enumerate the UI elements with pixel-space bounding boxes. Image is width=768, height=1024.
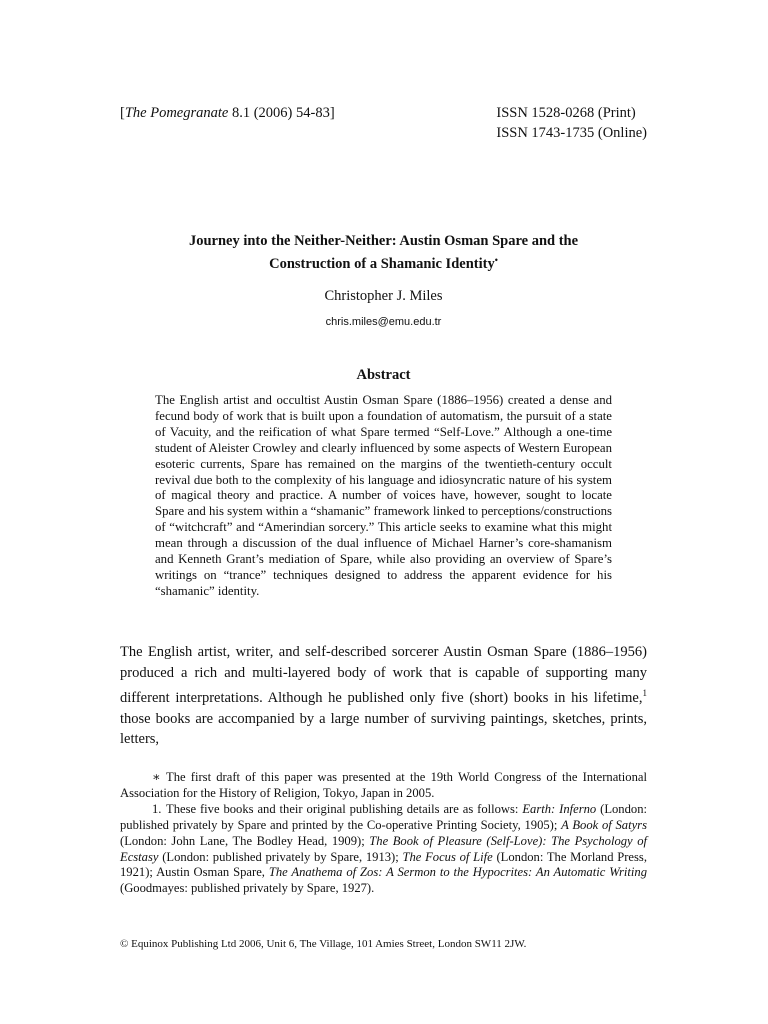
citation: [The Pomegranate 8.1 (2006) 54-83]: [120, 105, 335, 121]
copyright-notice: © Equinox Publishing Ltd 2006, Unit 6, The Village, 101 Amies Street, London SW11 2JW.: [120, 938, 527, 950]
abstract-heading: Abstract: [356, 367, 411, 383]
footnote-star: ∗ The first draft of this paper was presented at the 19th World Congress of the International Association for the History of Religion, Tokyo, Japan in 2005.: [120, 770, 647, 800]
issn-print: ISSN 1528-0268 (Print): [496, 105, 636, 121]
abstract-body: The English artist and occultist Austin Osman Spare (1886–1956) created a dense and fecund body of work that is built upon a foundation of automatism, the pursuit of a state of Vacuity, and the reification of what Spare termed “Self-Love.” Although a one-time student of Aleister Crowley and clearly influenced by some aspects of Western European esoteric currents, Spare has remained on the margins of the twentieth-century occult revival due both to the complexity of his language and idiosyncratic nature of his system of magical theory and practice. A number of voices have, however, sought to locate Spare and his system within a “shamanic” framework linked to perceptions/constructions of “witchcraft” and “Amerindian sorcery.” This article seeks to examine what this might mean through a discussion of the dual influence of Michael Harner’s core-shamanism and Kenneth Grant’s mediation of Spare, while also providing an overview of Spare’s writings on “trance” techniques designed to address the apparent evidence for his “shamanic” identity.: [155, 393, 613, 598]
article-title: Journey into the Neither-Neither: Austin Osman Spare and the Construction of a Shamanic Identity•: [188, 233, 579, 272]
issn-online: ISSN 1743-1735 (Online): [496, 125, 647, 141]
footnote-1: 1. These five books and their original publishing details are as follows: Earth: Inferno (London: published privately by Spare and printed by the Co-operative Printing Society, 1905); A Book of Satyrs (London: John Lane, The Bodley Head, 1909); The Book of Pleasure (Self-Love): The Psychology of Ecstasy (London: published privately by Spare, 1913); The Focus of Life (London: The Morland Press, 1921); Austin Osman Spare, The Anathema of Zos: A Sermon to the Hypocrites: An Automatic Writing (Goodmayes: published privately by Spare, 1927).: [120, 801, 647, 896]
title-footnote-mark: •: [494, 255, 498, 265]
author-email: chris.miles@emu.edu.tr: [325, 316, 442, 328]
footnote-ref: 1: [642, 688, 647, 699]
footnotes: [120, 770, 647, 897]
issn-block: [496, 103, 647, 143]
journal-name: The Pomegranate: [124, 105, 229, 121]
main-text: [120, 642, 647, 750]
paragraph: The English artist, writer, and self-described sorcerer Austin Osman Spare (1886–1956) produced a rich and multi-layered body of work that is capable of supporting many different interpretations. Although he published only five (short) books in his lifetime,$^1$ those books are accompanied by a large number of surviving paintings, sketches, prints, letters,: [120, 644, 647, 748]
author-name: Christopher J. Miles: [324, 288, 443, 304]
